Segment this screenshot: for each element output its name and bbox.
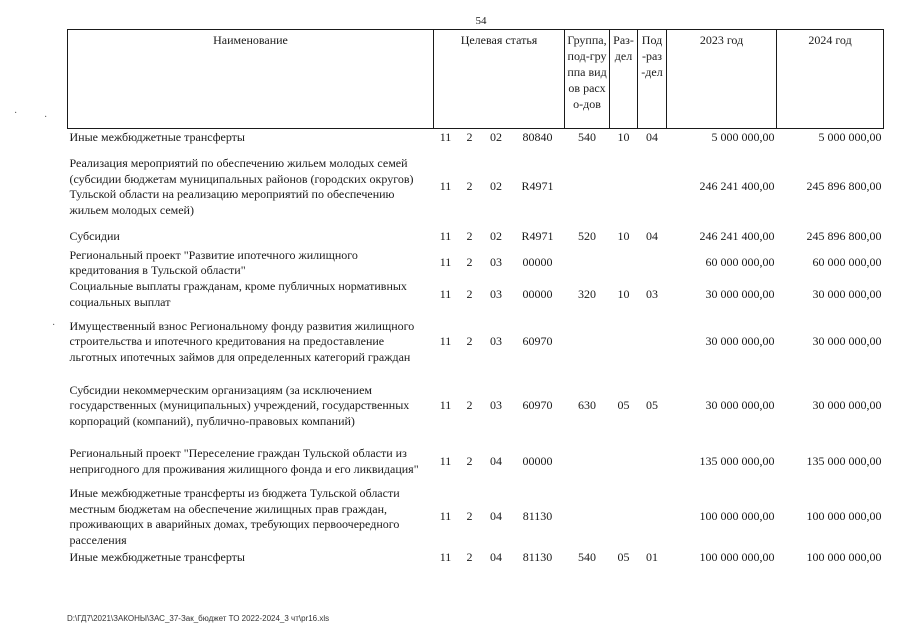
section: 10 xyxy=(617,229,630,244)
table-row xyxy=(68,310,884,374)
page-number: 54 xyxy=(475,15,487,27)
subsection: 03 xyxy=(646,286,659,301)
code-event: 03 xyxy=(490,255,502,270)
code-subprogram: 2 xyxy=(466,286,473,301)
expense-group xyxy=(565,247,610,279)
header-name: Наименование xyxy=(68,30,434,129)
code-program: 11 xyxy=(439,509,452,524)
section xyxy=(610,147,638,227)
code-direction: 81130 xyxy=(522,509,553,524)
row-name: Реализация мероприятий по обеспечению жильем молодых семей (субсидии бюджетам муниципальных районов (городских округов) Тульской области на реализацию мероприятий по обеспечению жильем молодых семей) xyxy=(69,156,414,217)
row-name: Имущественный взнос Региональному фонду развития жилищного строительства и ипотечного кредитования на предоставление льготных ипотечных займов для определенных категорий граждан xyxy=(69,318,415,364)
code-subprogram: 2 xyxy=(466,229,473,244)
code-subprogram: 2 xyxy=(466,453,473,468)
expense-group: 540 xyxy=(578,549,597,564)
section xyxy=(610,247,638,279)
code-event: 03 xyxy=(490,334,502,349)
expense-group xyxy=(565,147,610,227)
code-event: 03 xyxy=(490,398,502,413)
code-subprogram: 2 xyxy=(466,179,473,194)
table-row xyxy=(68,374,884,438)
table-row xyxy=(68,147,884,227)
code-event: 04 xyxy=(490,549,502,564)
expense-group: 520 xyxy=(578,229,597,244)
subsection: 04 xyxy=(646,229,659,244)
section: 10 xyxy=(617,286,630,301)
subsection xyxy=(638,310,667,374)
code-subprogram: 2 xyxy=(466,334,473,349)
code-event: 03 xyxy=(490,286,502,301)
table-row xyxy=(68,549,884,566)
section: 10 xyxy=(617,130,630,145)
margin-mark: · xyxy=(52,320,56,331)
expense-group xyxy=(565,310,610,374)
row-name: Иные межбюджетные трансферты xyxy=(69,549,245,564)
budget-table xyxy=(67,29,884,566)
row-name: Социальные выплаты гражданам, кроме публичных нормативных социальных выплат xyxy=(69,279,407,309)
subsection: 01 xyxy=(646,549,659,564)
code-subprogram: 2 xyxy=(466,255,473,270)
amount-2024: 100 000 000,00 xyxy=(806,549,882,564)
amount-2024: 100 000 000,00 xyxy=(806,509,882,524)
header-subsection: Под-раз-дел xyxy=(638,30,667,129)
code-direction: 81130 xyxy=(522,549,553,564)
code-direction: 00000 xyxy=(522,286,553,301)
section xyxy=(610,310,638,374)
amount-2024: 30 000 000,00 xyxy=(812,286,882,301)
code-direction: 80840 xyxy=(522,130,553,145)
header-year-2024: 2024 год xyxy=(777,30,884,129)
header-section: Раз-дел xyxy=(610,30,638,129)
table-row xyxy=(68,247,884,279)
code-program: 11 xyxy=(439,453,452,468)
expense-group xyxy=(565,438,610,485)
expense-group xyxy=(565,485,610,549)
amount-2024: 30 000 000,00 xyxy=(812,334,882,349)
margin-mark: · xyxy=(44,112,48,123)
code-program: 11 xyxy=(439,255,452,270)
code-program: 11 xyxy=(439,549,452,564)
row-name: Региональный проект "Переселение граждан Тульской области из непригодного для проживания жилищного фонда и его ликвидация" xyxy=(69,446,419,476)
file-path-footer: D:\ГД7\2021\ЗАКОНЫ\ЗАС_37-Зак_бюджет ТО 2022-2024_3 чт\pr16.xls xyxy=(67,614,330,623)
code-event: 02 xyxy=(490,179,502,194)
code-program: 11 xyxy=(439,286,452,301)
expense-group: 630 xyxy=(578,398,597,413)
row-name: Региональный проект "Развитие ипотечного жилищного кредитования в Тульской области" xyxy=(69,247,358,277)
code-program: 11 xyxy=(439,398,452,413)
subsection: 05 xyxy=(646,398,659,413)
code-subprogram: 2 xyxy=(466,398,473,413)
amount-2024: 245 896 800,00 xyxy=(806,229,882,244)
code-direction: 60970 xyxy=(522,398,553,413)
amount-2024: 30 000 000,00 xyxy=(812,398,882,413)
section xyxy=(610,438,638,485)
amount-2023: 5 000 000,00 xyxy=(711,130,775,145)
table-row xyxy=(68,485,884,549)
amount-2024: 60 000 000,00 xyxy=(812,255,882,270)
table-row xyxy=(68,227,884,247)
code-direction: 60970 xyxy=(522,334,553,349)
code-subprogram: 2 xyxy=(466,549,473,564)
row-name: Субсидии некоммерческим организациям (за исключением государственных (муниципальных) учреждений, государственных корпораций (компаний), публично-правовых компаний) xyxy=(69,382,410,428)
section: 05 xyxy=(617,549,630,564)
section xyxy=(610,485,638,549)
table-row xyxy=(68,279,884,310)
code-event: 04 xyxy=(490,453,502,468)
subsection xyxy=(638,485,667,549)
subsection xyxy=(638,438,667,485)
section: 05 xyxy=(617,398,630,413)
amount-2023: 30 000 000,00 xyxy=(705,286,775,301)
code-event: 02 xyxy=(490,130,502,145)
code-event: 02 xyxy=(490,229,502,244)
expense-group: 320 xyxy=(578,286,597,301)
code-direction: R4971 xyxy=(521,179,554,194)
amount-2023: 30 000 000,00 xyxy=(705,398,775,413)
amount-2023: 60 000 000,00 xyxy=(705,255,775,270)
code-program: 11 xyxy=(439,179,452,194)
code-direction: R4971 xyxy=(521,229,554,244)
code-program: 11 xyxy=(439,229,452,244)
header-target-article: Целевая статья xyxy=(434,30,565,129)
amount-2023: 246 241 400,00 xyxy=(699,229,775,244)
amount-2024: 245 896 800,00 xyxy=(806,179,882,194)
amount-2023: 100 000 000,00 xyxy=(699,549,775,564)
code-direction: 00000 xyxy=(522,255,553,270)
subsection xyxy=(638,247,667,279)
table-row xyxy=(68,438,884,485)
amount-2024: 5 000 000,00 xyxy=(818,130,882,145)
amount-2023: 100 000 000,00 xyxy=(699,509,775,524)
code-subprogram: 2 xyxy=(466,509,473,524)
subsection: 04 xyxy=(646,130,659,145)
table-row xyxy=(68,129,884,148)
code-program: 11 xyxy=(439,334,452,349)
table-header-row xyxy=(68,30,884,129)
row-name: Субсидии xyxy=(69,229,120,244)
code-program: 11 xyxy=(439,130,452,145)
amount-2024: 135 000 000,00 xyxy=(806,453,882,468)
margin-mark: · xyxy=(14,108,18,119)
code-direction: 00000 xyxy=(522,453,553,468)
row-name: Иные межбюджетные трансферты из бюджета Тульской области местным бюджетам на обеспечение жилищных прав граждан, проживающих в аварийных домах, требующих первоочередного расселения xyxy=(69,486,400,547)
amount-2023: 135 000 000,00 xyxy=(699,453,775,468)
row-name: Иные межбюджетные трансферты xyxy=(69,130,245,145)
amount-2023: 30 000 000,00 xyxy=(705,334,775,349)
expense-group: 540 xyxy=(578,130,597,145)
code-subprogram: 2 xyxy=(466,130,473,145)
header-expense-group: Группа, под-группа видов расхо-дов xyxy=(565,30,610,129)
subsection xyxy=(638,147,667,227)
header-year-2023: 2023 год xyxy=(667,30,777,129)
amount-2023: 246 241 400,00 xyxy=(699,179,775,194)
code-event: 04 xyxy=(490,509,502,524)
